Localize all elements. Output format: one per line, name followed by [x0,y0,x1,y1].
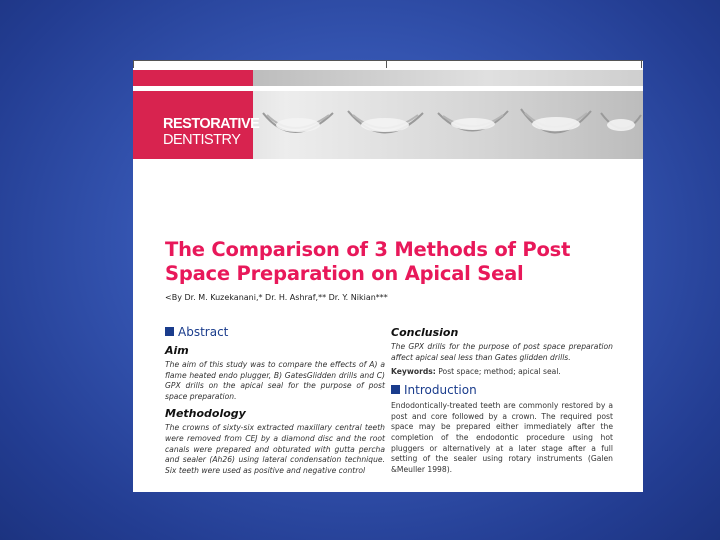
article-title: The Comparison of 3 Methods of Post Space Preparation on Apical Seal [165,238,571,285]
journal-name-line2: DENTISTRY [163,132,241,148]
square-bullet-icon [391,385,400,394]
author-byline: <By Dr. M. Kuzekanani,* Dr. H. Ashraf,** Dr. Y. Nikian*** [165,293,388,302]
abstract-heading [165,324,385,339]
left-column [165,318,385,479]
gray-strip [253,70,643,86]
crop-mark [386,60,387,68]
article-page [133,60,643,492]
conclusion-paragraph: The GPX drills for the purpose of post space preparation affect apical seal less than Gates glidden drills. [391,342,613,362]
right-column [391,318,613,478]
introduction-paragraph: Endodontically-treated teeth are commonly restored by a post and core followed by a crown. The required post space may be prepared either immediately after the completion of the endodontic procedure using hot pluggers or alternatively at a later stage after a full setting of the sealer using rotary instruments (Galen &Meuller 1998). [391,401,613,474]
introduction-heading-text: Introduction [404,382,477,397]
crop-mark [641,60,642,68]
keywords-line [391,367,613,376]
top-crop-rule [133,60,643,68]
square-bullet-icon [165,327,174,336]
aim-paragraph: The aim of this study was to compare the effects of A) a flame heated endo plugger, B) GatesGlidden drills and C) GPX drills on the apical seal for the purpose of post space preparation. [165,360,385,401]
keywords-label: Keywords: [391,367,436,377]
methodology-heading: Methodology [165,407,246,421]
aim-heading: Aim [165,344,189,357]
abstract-heading-text: Abstract [178,324,229,339]
conclusion-heading: Conclusion [391,326,459,339]
introduction-heading [391,382,613,397]
pink-strip [133,70,253,86]
teeth-smile-illustration [253,91,643,159]
journal-name-line1: RESTORATIVE [163,116,260,132]
keywords-text: Post space; method; apical seal. [438,367,561,377]
crop-mark [133,60,134,68]
methodology-paragraph: The crowns of sixty-six extracted maxillary central teeth were removed from CEJ by a diamond disc and the root canals were prepared and obturated with gutta percha and sealer (Ah26) using lateral condensation technique. Six teeth were used as positive and negative control [165,423,385,475]
